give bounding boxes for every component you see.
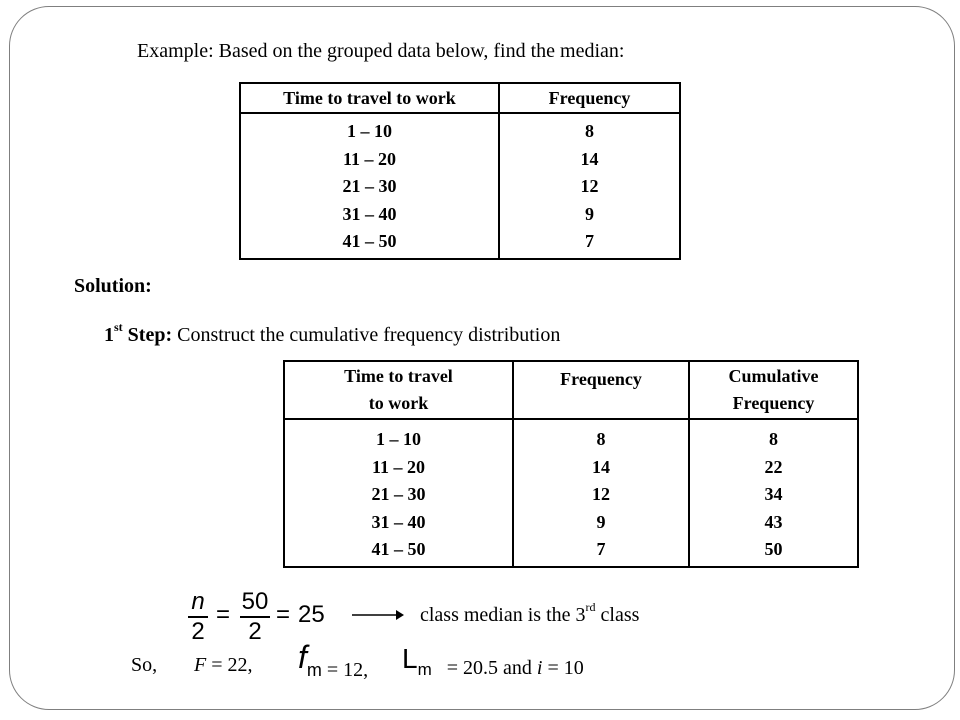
fraction-numerator: n xyxy=(191,588,205,615)
table2-header-time xyxy=(284,361,513,419)
table1-frequency: 12 xyxy=(580,176,599,196)
example-intro: Example: Based on the grouped data below, find the median: xyxy=(137,40,625,62)
fraction-n-over-2 xyxy=(188,589,208,645)
fm-symbol: f xyxy=(298,639,307,675)
cumulative-frequency-table xyxy=(283,360,859,568)
table2-class: 11 – 20 xyxy=(371,456,425,477)
fraction-denominator: 2 xyxy=(191,618,205,645)
Lm-value xyxy=(402,643,584,679)
solution-label: Solution: xyxy=(74,275,152,297)
Lm-number: = 20.5 and xyxy=(441,657,537,679)
table2-frequencies xyxy=(513,419,689,567)
table1-class: 41 – 50 xyxy=(342,231,397,251)
conclusion-ordinal: rd xyxy=(585,600,596,614)
table1-header-time: Time to travel to work xyxy=(240,83,499,113)
table1-frequencies xyxy=(499,113,680,259)
table2-frequency: 8 xyxy=(596,429,606,449)
table2-frequency: 12 xyxy=(592,484,610,504)
table2-frequency: 14 xyxy=(592,456,610,477)
fraction-50-over-2 xyxy=(240,589,270,645)
table1-frequency: 8 xyxy=(585,121,594,141)
fm-value xyxy=(298,639,369,681)
table1-frequency: 14 xyxy=(580,148,599,169)
conclusion-text-end: class xyxy=(595,604,640,626)
F-symbol: F xyxy=(194,654,207,676)
table2-class: 41 – 50 xyxy=(371,539,426,559)
i-number: = 10 xyxy=(542,657,584,679)
equals-sign: = xyxy=(216,601,231,628)
fraction-numerator: 50 xyxy=(241,588,269,615)
table2-cumulative-value: 43 xyxy=(764,511,783,532)
step1-text: Construct the cumulative frequency distribution xyxy=(177,324,561,346)
step1-number: 1 xyxy=(104,324,114,346)
so-label: So, xyxy=(131,654,158,676)
formula-result: 25 xyxy=(298,601,325,628)
Lm-subscript: m xyxy=(417,660,432,679)
step1-line xyxy=(104,320,561,347)
step1-ordinal: st xyxy=(114,320,123,334)
table2-frequency: 9 xyxy=(596,511,606,532)
table2-class: 1 – 10 xyxy=(376,429,421,449)
arrow-right-icon xyxy=(352,608,404,622)
step1-word: Step: xyxy=(122,324,173,346)
table2-cumulative-value: 8 xyxy=(769,429,778,449)
table2-header-time-line: to work xyxy=(368,393,429,413)
table2-header-cumulative-line: Frequency xyxy=(732,393,815,413)
table2-header-time-line: Time to travel xyxy=(344,366,453,386)
table1-class: 21 – 30 xyxy=(342,176,397,196)
fraction-denominator: 2 xyxy=(248,618,262,645)
table1-class: 11 – 20 xyxy=(342,148,396,169)
table2-class: 31 – 40 xyxy=(371,511,426,532)
fm-subscript: m xyxy=(306,660,322,680)
table1-class: 31 – 40 xyxy=(342,203,397,224)
table1-class: 1 – 10 xyxy=(347,121,392,141)
grouped-data-table xyxy=(239,82,681,260)
table2-header-cumulative xyxy=(689,361,858,419)
table2-cumulative-value: 34 xyxy=(764,484,783,504)
median-class-conclusion xyxy=(420,600,640,627)
equals-sign: = xyxy=(276,601,291,628)
fm-number: = 12, xyxy=(321,659,369,681)
table2-cumulative-value: 50 xyxy=(764,539,783,559)
table2-header-cumulative-line: Cumulative xyxy=(728,366,819,386)
table2-classes xyxy=(284,419,513,567)
table2-header-frequency-line: Frequency xyxy=(560,369,642,389)
table1-frequency: 7 xyxy=(585,231,594,251)
table1-frequency: 9 xyxy=(585,203,594,224)
table2-header-frequency xyxy=(513,361,689,419)
table1-header-frequency: Frequency xyxy=(499,83,680,113)
conclusion-text: class median is the 3 xyxy=(420,604,586,626)
table2-cumulative xyxy=(689,419,858,567)
F-value xyxy=(194,653,253,677)
F-number: = 22, xyxy=(206,654,253,676)
table2-class: 21 – 30 xyxy=(371,484,426,504)
table1-classes xyxy=(240,113,499,259)
table2-cumulative-value: 22 xyxy=(764,456,783,477)
Lm-symbol: L xyxy=(402,643,418,674)
table2-frequency: 7 xyxy=(596,539,606,559)
i-symbol: i xyxy=(536,657,543,679)
